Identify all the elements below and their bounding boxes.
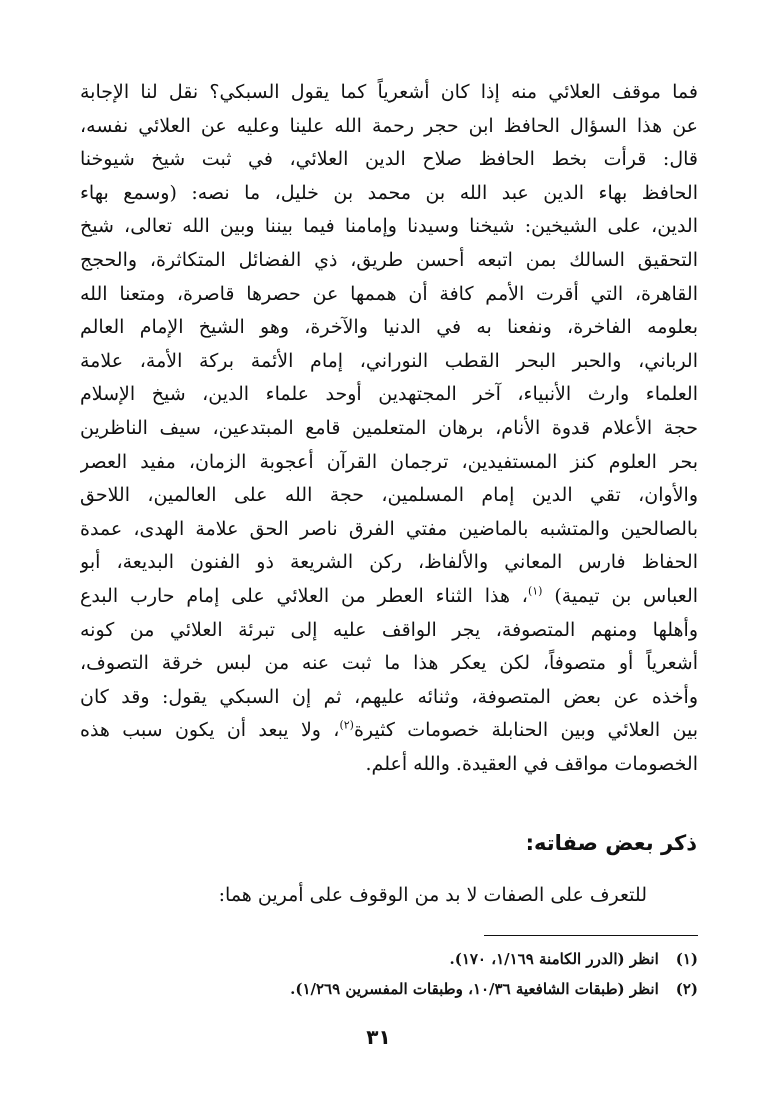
footnote-number: (١) [675,950,698,968]
page-number: ٣١ [366,1025,391,1049]
text-line: بالصالحين والمتشبه بالماضين مفتي الفرق ناصر الحق علامة الهدى، عمدة [80,517,698,540]
main-paragraph [80,76,698,781]
text-line: والأوان، تقي الدين إمام المسلمين، حجة الله على العالمين، اللاحق [80,484,698,507]
text-line: التحقيق السالك بمن اتبعه أحسن طريق، ذي الفضائل المتكاثرة، والحجج [80,248,698,271]
text-line: الحافظ بهاء الدين عبد الله بن محمد بن خليل، ما نصه: (وسمع بهاء [80,181,698,204]
text-segment: بين العلائي وبين الحنابلة خصومات كثيرة [353,719,698,742]
text-line: القاهرة، التي أقرت الأمم كافة أن هممها عن حصرها قاصرة، ومتعنا الله [80,282,698,305]
text-line: قال: قرأت بخط الحافظ صلاح الدين العلائي، في ثبت شيخ شيوخنا [80,148,698,171]
footnote-text: انظر (طبقات الشافعية ١٠/٣٦، وطبقات المفسرين ١/٢٦٩). [290,980,659,998]
text-line: حجة الأعلام قدوة الأنام، برهان المتعلمين قامع المبتدعين، سيف الناظرين [80,416,698,439]
text-line-with-footnote-ref [80,714,698,748]
text-line: فما موقف العلائي منه إذا كان أشعرياً كما يقول السبكي؟ نقل لنا الإجابة [80,81,698,103]
footnote-ref-1[interactable]: (١) [527,584,543,598]
text-line: بحر العلوم كنز المستفيدين، ترجمان القرآن أعجوبة الزمان، مفيد العصر [80,450,698,473]
section-intro: للتعرف على الصفات لا بد من الوقوف على أمرين هما: [218,884,647,906]
footnote-divider [484,935,698,936]
section-heading: ذكر بعض صفاته: [525,831,697,855]
text-line: بعلومه الفاخرة، ونفعنا به في الدنيا والآخرة، وهو الشيخ الإمام العالم [80,316,698,339]
text-line: وأخذه عن بعض المتصوفة، وثنائه عليهم، ثم إن السبكي يقول: وقد كان [80,685,698,708]
text-line-with-footnote-ref [80,580,698,614]
text-segment: العباس بن تيمية) [554,584,698,607]
text-line: أشعرياً أو متصوفاً، لكن يعكر هذا ما ثبت عنه من لبس خرقة التصوف، [80,652,698,675]
text-line: وأهلها ومنهم المتصوفة، يجر الواقف عليه إلى تبرئة العلائي من كونه [80,618,698,641]
footnote-1 [290,944,698,974]
text-segment: ، هذا الثناء العطر من العلائي على إمام حارب البدع [80,584,528,607]
text-line: الحفاظ فارس المعاني والألفاظ، ركن الشريعة ذو الفنون البديعة، أبو [80,551,698,574]
footnote-2 [290,974,698,1004]
footnote-ref-2[interactable]: (٢) [339,718,354,732]
text-line: الدين، على الشيخين: شيخنا وسيدنا وإمامنا فيما بيننا وبين الله تعالى، شيخ [80,215,698,238]
footnote-number: (٢) [675,980,698,998]
text-line: الرباني، والحبر البحر القطب النوراني، إمام الأئمة بركة الأمة، علامة [80,349,698,372]
footnote-text: انظر (الدرر الكامنة ١/١٦٩، ١٧٠). [449,950,659,968]
text-line: الخصومات مواقف في العقيدة. والله أعلم. [365,752,698,775]
text-line: العلماء وارث الأنبياء، آخر المجتهدين أوحد علماء الدين، شيخ الإسلام [80,383,698,406]
text-segment: ، ولا يبعد أن يكون سبب هذه [80,719,340,742]
text-line: عن هذا السؤال الحافظ ابن حجر رحمة الله علينا وعليه عن العلائي نفسه، [80,114,698,137]
footnotes [290,944,698,1004]
